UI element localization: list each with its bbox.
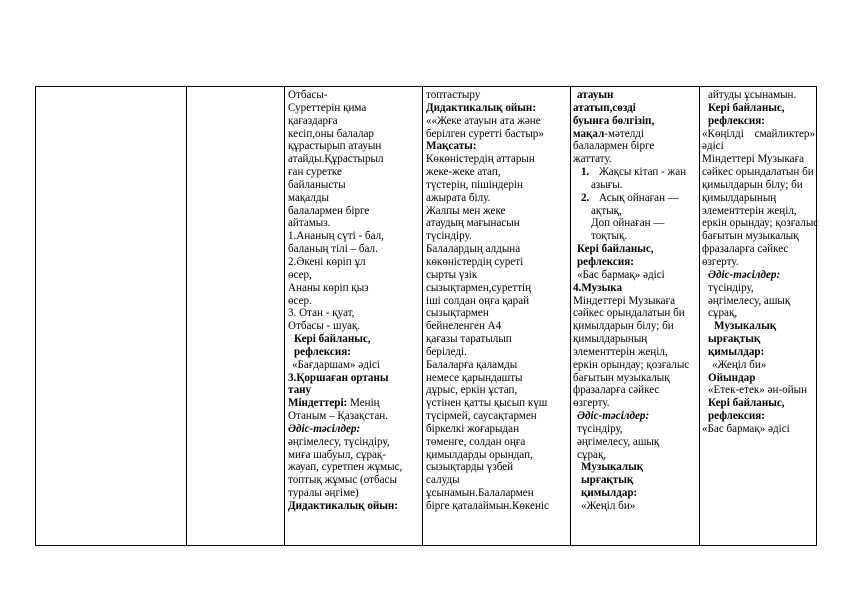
text-run: Дидактикалық ойын: (288, 500, 399, 512)
text-run: еркін орындау; қозғалыс (573, 358, 690, 371)
text-run: өзгерту. (573, 397, 610, 410)
text-run: сұрақ, (708, 307, 738, 320)
text-line (702, 115, 815, 128)
text-line (573, 359, 697, 372)
text-run: Міндеттері Музыкаға (573, 294, 676, 307)
text-run: түстерін, пішіндерін (426, 178, 523, 191)
text-run: баланың тілі – бал. (288, 243, 378, 256)
text-run: түсіндіру, (708, 281, 754, 294)
text-run: Кері байланыс, (577, 243, 654, 256)
text-line (573, 500, 697, 513)
text-line (426, 359, 567, 372)
text-run: Әдіс-тәсілдер: (708, 268, 781, 281)
text-line (426, 397, 567, 410)
text-run: кесіп,оны балалар (288, 127, 374, 140)
text-line (702, 243, 815, 256)
text-run: Менің (347, 397, 380, 410)
text-line (426, 243, 567, 256)
text-line (288, 89, 418, 102)
text-run: Міндеттері Музыкаға (702, 153, 805, 166)
text-line (573, 89, 697, 102)
text-line (426, 295, 567, 308)
text-line (426, 500, 567, 513)
text-run: атаудың мағынасын (426, 217, 520, 230)
text-line (702, 102, 815, 115)
text-run: Мақсаты: (426, 140, 477, 153)
text-line (288, 179, 418, 192)
text-run: 4.Музыка (573, 281, 623, 294)
text-line (426, 179, 567, 192)
text-run: салуды (426, 474, 460, 487)
text-run: еркін орындау; қозғалыс (702, 217, 819, 230)
text-run: сызықтармен (426, 307, 489, 320)
column-divider (186, 86, 187, 546)
column-divider (570, 86, 571, 546)
text-line (288, 474, 418, 487)
text-line (426, 474, 567, 487)
text-line (288, 153, 418, 166)
text-run: Дидактикалық ойын: (426, 101, 537, 114)
text-line (702, 397, 815, 410)
text-run: қимылдарының (573, 333, 648, 346)
text-run: мақал (573, 127, 605, 140)
text-line (288, 217, 418, 230)
text-line (702, 359, 815, 372)
text-run: рефлексия: (577, 255, 634, 268)
text-line (288, 320, 418, 333)
text-run: қимылдар: (581, 487, 638, 500)
text-run: сәйкес орындалатын би (702, 166, 814, 179)
text-line (702, 333, 815, 346)
text-line (573, 410, 697, 423)
text-line (426, 153, 567, 166)
text-line (288, 346, 418, 359)
text-line (573, 282, 697, 295)
list-number: 2. (581, 191, 590, 204)
text-line (702, 384, 815, 397)
text-run: фразаларға сәйкес (702, 243, 789, 256)
text-run: өсер, (288, 268, 312, 281)
text-run: сызықтарды үзбей (426, 461, 514, 474)
text-line (573, 346, 697, 359)
text-line (288, 461, 418, 474)
text-run: «Жеңіл би» (581, 500, 636, 512)
text-line (573, 243, 697, 256)
text-line (288, 282, 418, 295)
text-run: Кері байланыс, (708, 101, 785, 114)
text-run: Музыкалық (581, 461, 644, 474)
text-run: берілген суретті бастыр» (426, 127, 544, 140)
text-line (573, 230, 697, 243)
text-run: ататып,сөзді (573, 101, 636, 114)
text-run: Ананы көріп қыз (288, 281, 369, 294)
text-line (288, 295, 418, 308)
text-run: «Бас бармақ» әдісі (702, 422, 790, 435)
text-line (288, 256, 418, 269)
text-run: өзгерту. (702, 255, 739, 268)
text-line (702, 153, 815, 166)
text-line (702, 192, 815, 205)
text-run: Отбасы- (288, 89, 328, 101)
text-line (288, 423, 418, 436)
text-line (702, 217, 819, 230)
text-line (288, 436, 418, 449)
text-run: бағытын музыкалық (573, 371, 670, 384)
text-run: айтуды ұсынамын. (708, 89, 797, 101)
table-cell-music-reflection (702, 89, 819, 436)
table-cell-proverbs-music (573, 89, 697, 513)
column-divider (699, 86, 700, 546)
text-run: біркелкі жоғарыдан (426, 422, 520, 435)
text-line (426, 461, 567, 474)
text-line (426, 140, 567, 153)
text-run: әдісі (702, 140, 724, 153)
column-divider (35, 86, 36, 546)
text-line (288, 307, 418, 320)
text-run: ««Жеке атауын ата және (426, 114, 541, 127)
text-line (702, 89, 815, 102)
text-line (288, 166, 418, 179)
text-line (702, 282, 815, 295)
text-run: атайды.Құрастырыл (288, 153, 384, 166)
text-run: Ойындар (708, 371, 756, 384)
column-divider (422, 86, 423, 546)
text-line (288, 140, 418, 153)
text-line (702, 410, 815, 423)
text-run: ырғақтық (708, 333, 761, 346)
text-line (702, 320, 815, 333)
text-line (702, 205, 815, 218)
text-run: Әдіс-тәсілдер: (288, 422, 361, 435)
text-line (573, 449, 697, 462)
text-line (426, 384, 567, 397)
text-run: 3.Қоршаған ортаны (288, 371, 389, 384)
text-run: элементтерін жеңіл, (702, 204, 797, 217)
text-run: фразаларға сәйкес (573, 384, 660, 397)
text-line (426, 372, 567, 385)
text-line (573, 179, 697, 192)
text-line (573, 115, 697, 128)
text-run: қимылдарын білу; би (702, 178, 803, 191)
text-run: дұрыс, еркін ұстап, (426, 384, 518, 397)
text-line (426, 102, 567, 115)
text-line (702, 372, 815, 385)
text-line (573, 474, 697, 487)
text-run: атауын (577, 89, 614, 101)
text-line (702, 179, 815, 192)
text-line (426, 269, 567, 282)
text-line (426, 205, 567, 218)
text-line (573, 166, 697, 179)
text-run: қимылдарын білу; би (573, 320, 674, 333)
text-run: Міндеттері: (288, 397, 348, 410)
text-line (288, 128, 418, 141)
text-run: ған суретке (288, 166, 342, 179)
text-run: тоқтық. (591, 230, 628, 243)
text-line (288, 449, 418, 462)
text-run: буынға бөлгізіп, (573, 114, 655, 127)
text-line (426, 436, 567, 449)
text-run: Отбасы - шуақ. (288, 320, 361, 333)
column-divider (284, 86, 285, 546)
column-divider (816, 86, 817, 546)
text-run: мақалды (288, 191, 329, 204)
text-run: «Көңілді смайликтер» (702, 127, 815, 140)
text-run: әңгімелесу, түсіндіру, (288, 435, 390, 448)
text-run: азығы. (591, 178, 623, 191)
text-run: қағаздарға (288, 114, 338, 127)
text-line (702, 256, 815, 269)
text-line (573, 461, 697, 474)
text-line (288, 102, 418, 115)
text-run: 2.Әкені көріп ұл (288, 255, 366, 268)
text-line (702, 295, 815, 308)
text-line (573, 333, 697, 346)
text-run: сырты үзік (426, 268, 478, 281)
text-run: түсіндіру, (577, 422, 623, 435)
text-line (426, 282, 567, 295)
text-run: әңгімелесу, ашық (708, 294, 791, 307)
text-run: ұсынамын.Балалармен (426, 487, 534, 500)
text-line (573, 140, 697, 153)
text-run: ажырата білу. (426, 191, 491, 204)
text-run: ырғақтық (581, 474, 634, 487)
text-line (702, 140, 815, 153)
text-run: сұрақ, (577, 448, 607, 461)
table-cell-family-activity (288, 89, 418, 513)
text-line (288, 384, 418, 397)
text-line (426, 346, 567, 359)
text-line (288, 205, 418, 218)
text-line (426, 449, 567, 462)
text-line (573, 397, 697, 410)
text-run: түсірмей, саусақтармен (426, 410, 537, 423)
text-line (702, 166, 815, 179)
text-line (426, 89, 567, 102)
text-line (573, 307, 697, 320)
text-run: Асық ойнаған — (599, 191, 679, 204)
text-line (573, 320, 697, 333)
text-line (573, 217, 697, 230)
text-run: рефлексия: (294, 345, 351, 358)
text-run: топтастыру (426, 89, 481, 101)
text-line (288, 410, 418, 423)
text-run: туралы әңгіме) (288, 487, 359, 500)
text-run: айтамыз. (288, 217, 331, 230)
table-cell-didactic-game (426, 89, 567, 513)
text-line (702, 423, 815, 436)
text-run: Балаларға қаламды (426, 358, 518, 371)
text-run: көкөністердің суреті (426, 255, 524, 268)
text-run: бірге қаталаймын.Көкеніс (426, 500, 549, 512)
text-run: жаттату. (573, 153, 612, 166)
text-line (288, 269, 418, 282)
text-line (702, 269, 815, 282)
text-run: рефлексия: (708, 410, 765, 423)
text-line (426, 230, 567, 243)
text-line (288, 333, 418, 346)
text-run: әңгімелесу, ашық (577, 435, 660, 448)
text-run: Кері байланыс, (294, 333, 371, 346)
text-line (573, 295, 697, 308)
text-line (288, 230, 418, 243)
text-line (426, 307, 567, 320)
text-run: балалармен бірге (288, 204, 370, 217)
text-run: тану (288, 384, 312, 397)
text-run: Суреттерін қима (288, 101, 367, 114)
text-run: қимылдарының (702, 191, 777, 204)
text-run: ақтық, (591, 204, 622, 217)
text-line (426, 320, 567, 333)
text-line (426, 256, 567, 269)
text-line (426, 410, 567, 423)
text-run: Әдіс-тәсілдер: (577, 410, 650, 423)
text-line (573, 128, 697, 141)
text-line (702, 128, 815, 141)
text-line (573, 205, 697, 218)
text-run: іші солдан оңға қарай (426, 294, 530, 307)
text-run: элементтерін жеңіл, (573, 345, 668, 358)
text-run: қағазы таратылып (426, 333, 512, 346)
text-run: төменге, солдан оңға (426, 435, 526, 448)
text-line (288, 359, 418, 372)
text-run: бейнеленген А4 (426, 320, 502, 333)
text-run: өсер. (288, 294, 312, 307)
text-run: Кері байланыс, (708, 397, 785, 410)
text-line (573, 384, 697, 397)
text-run: «Бағдаршам» әдісі (292, 358, 380, 371)
text-line (426, 217, 567, 230)
text-run: үстінен қатты қысып күш (426, 397, 548, 410)
text-run: немесе қарындашты (426, 371, 523, 384)
text-run: Доп ойнаған — (591, 217, 665, 230)
text-line (426, 333, 567, 346)
text-line (288, 397, 418, 410)
text-line (573, 487, 697, 500)
text-line (702, 307, 815, 320)
text-run: «Бас бармақ» әдісі (577, 268, 665, 281)
text-line (573, 372, 697, 385)
text-line (573, 436, 697, 449)
text-run: «Жеңіл би» (712, 358, 767, 371)
text-run: Көкөністердің аттарын (426, 153, 535, 166)
text-line (573, 256, 697, 269)
text-line (573, 269, 697, 282)
text-line (573, 102, 697, 115)
text-line (426, 166, 567, 179)
text-run: жеке-жеке атап, (426, 166, 501, 179)
text-run: құрастырып атауын (288, 140, 382, 153)
text-line (702, 346, 815, 359)
text-line (702, 230, 815, 243)
text-run: жауап, суретпен жұмыс, (288, 461, 403, 474)
text-run: сәйкес орындалатын би (573, 307, 685, 320)
text-run: топтық жұмыс (отбасы (288, 474, 397, 487)
text-run: қимылдар: (708, 345, 765, 358)
text-line (288, 372, 418, 385)
text-line (573, 423, 697, 436)
text-run: бағытын музыкалық (702, 230, 799, 243)
text-line (288, 243, 418, 256)
text-line (426, 115, 567, 128)
text-line (288, 500, 418, 513)
text-run: -мәтелді (604, 127, 644, 140)
text-line (573, 192, 697, 205)
text-run: 3. Отан - қуат, (288, 307, 355, 320)
text-line (288, 192, 418, 205)
text-line (426, 423, 567, 436)
list-number: 1. (581, 166, 590, 179)
text-run: балалармен бірге (573, 140, 655, 153)
text-line (573, 153, 697, 166)
text-run: Жалпы мен жеке (426, 204, 506, 217)
text-run: байланысты (288, 178, 346, 191)
text-run: түсіндіру. (426, 230, 472, 243)
text-line (426, 487, 567, 500)
text-run: Музыкалық (714, 320, 777, 333)
text-line (426, 128, 567, 141)
text-line (288, 487, 418, 500)
text-run: қимылдарды орындап, (426, 448, 533, 461)
text-run: рефлексия: (708, 114, 765, 127)
text-run: «Етек-етек» ән-ойын (708, 384, 808, 397)
text-run: сызықтармен,суреттің (426, 281, 532, 294)
text-run: Отаным – Қазақстан. (288, 410, 388, 423)
text-line (288, 115, 418, 128)
text-run: беріледі. (426, 345, 467, 358)
text-run: Жақсы кітап - жан (599, 166, 687, 179)
text-line (426, 192, 567, 205)
text-run: 1.Ананың сүті - бал, (288, 230, 384, 243)
text-run: Балалардың алдына (426, 243, 521, 256)
text-run: миға шабуыл, сұрақ- (288, 448, 387, 461)
